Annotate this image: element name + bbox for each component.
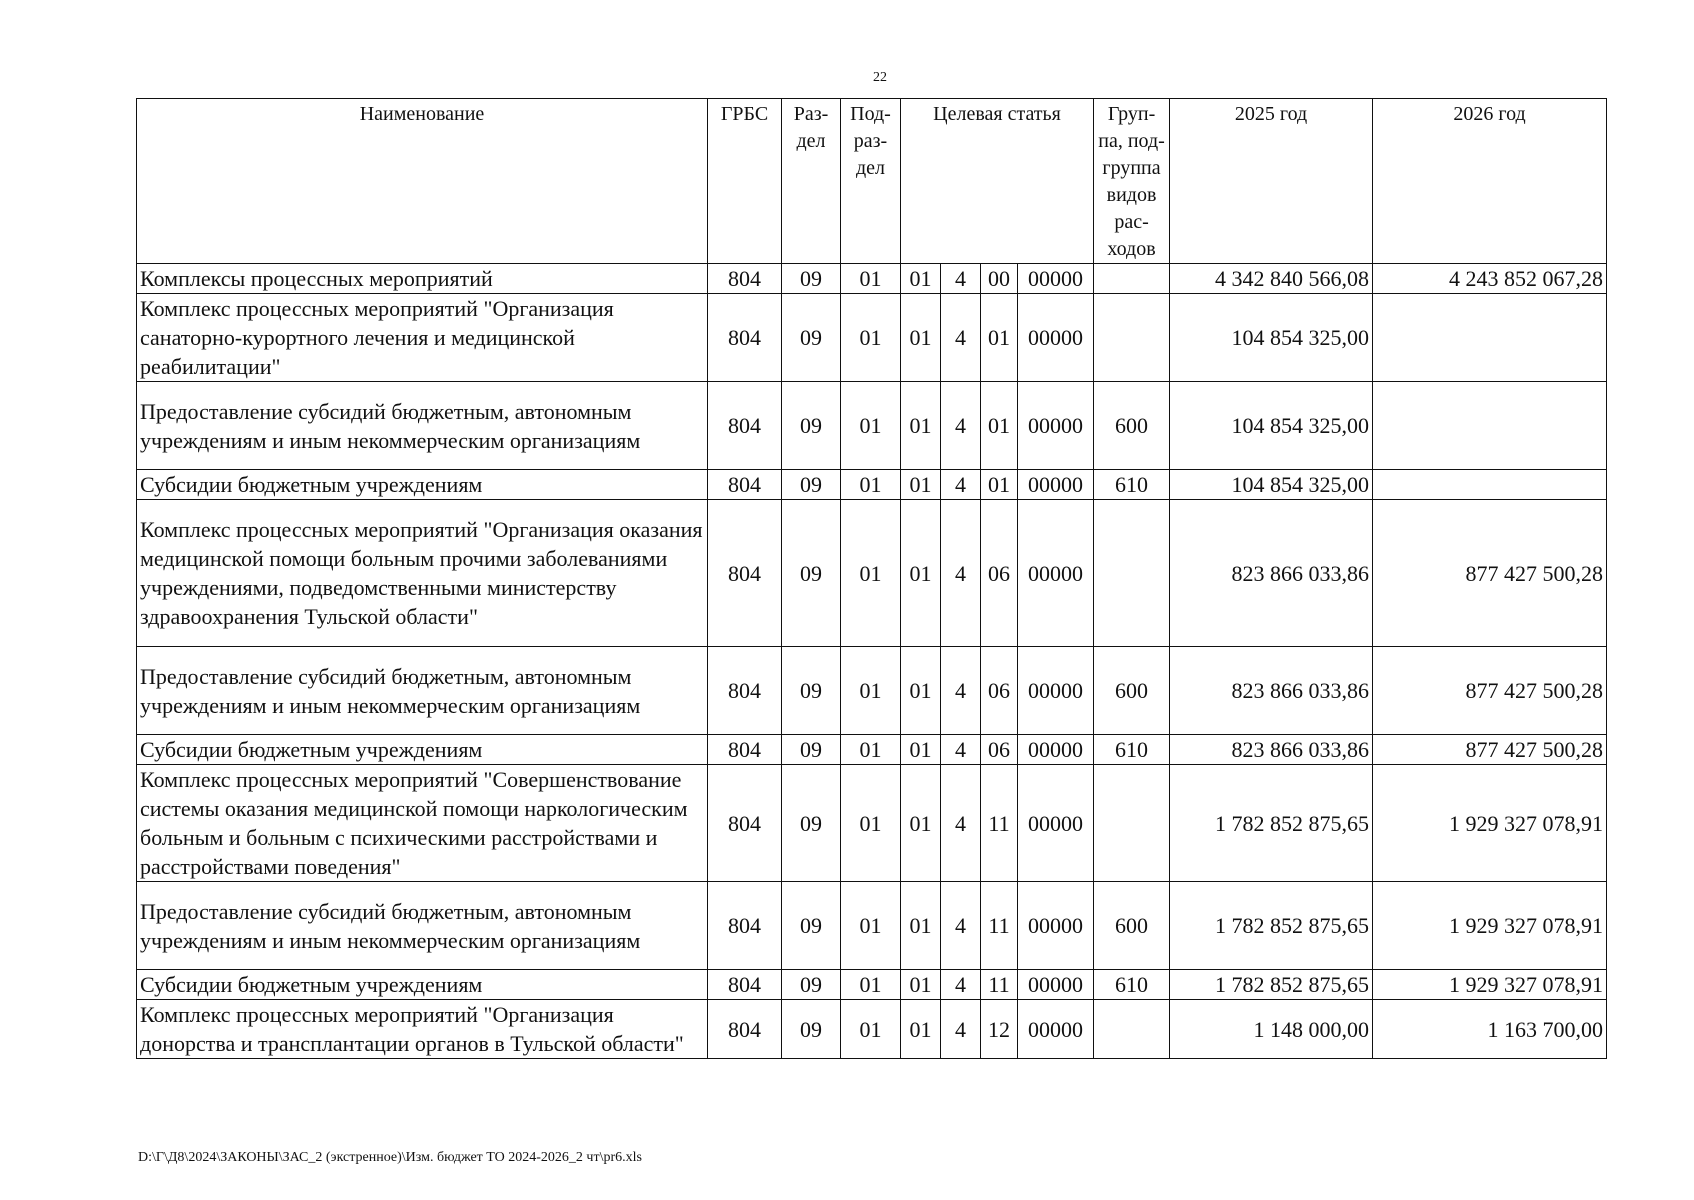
row-group: 610 <box>1094 470 1170 500</box>
row-name: Предоставление субсидий бюджетным, автономным учреждениям и иным некоммерческим организациям <box>137 647 708 735</box>
row-target-4: 00000 <box>1018 882 1094 970</box>
row-name: Предоставление субсидий бюджетным, автономным учреждениям и иным некоммерческим организациям <box>137 382 708 470</box>
header-name: Наименование <box>137 99 708 264</box>
row-target-3: 06 <box>981 735 1018 765</box>
row-name: Комплекс процессных мероприятий "Совершенствование системы оказания медицинской помощи наркологическим больным и больным с психическими расстройствами и расстройствами поведения" <box>137 765 708 882</box>
row-target-3: 06 <box>981 500 1018 647</box>
row-2025: 104 854 325,00 <box>1170 470 1373 500</box>
row-podrazdel: 01 <box>841 970 901 1000</box>
row-group: 600 <box>1094 882 1170 970</box>
row-target-2: 4 <box>941 382 981 470</box>
row-target-4: 00000 <box>1018 647 1094 735</box>
row-razdel: 09 <box>782 382 841 470</box>
header-2025: 2025 год <box>1170 99 1373 264</box>
row-target-2: 4 <box>941 264 981 294</box>
row-grbs: 804 <box>708 500 782 647</box>
row-target-1: 01 <box>901 1000 941 1059</box>
table-row <box>137 647 1607 735</box>
row-target-3: 00 <box>981 264 1018 294</box>
row-target-3: 12 <box>981 1000 1018 1059</box>
row-2025: 104 854 325,00 <box>1170 382 1373 470</box>
row-name: Субсидии бюджетным учреждениям <box>137 970 708 1000</box>
row-name: Предоставление субсидий бюджетным, автономным учреждениям и иным некоммерческим организациям <box>137 882 708 970</box>
row-2025: 104 854 325,00 <box>1170 294 1373 382</box>
row-target-3: 11 <box>981 765 1018 882</box>
row-grbs: 804 <box>708 1000 782 1059</box>
row-target-2: 4 <box>941 470 981 500</box>
row-name: Субсидии бюджетным учреждениям <box>137 470 708 500</box>
row-2026: 4 243 852 067,28 <box>1373 264 1607 294</box>
row-razdel: 09 <box>782 264 841 294</box>
row-target-2: 4 <box>941 500 981 647</box>
row-razdel: 09 <box>782 470 841 500</box>
row-group: 600 <box>1094 647 1170 735</box>
row-podrazdel: 01 <box>841 470 901 500</box>
row-target-4: 00000 <box>1018 1000 1094 1059</box>
row-grbs: 804 <box>708 382 782 470</box>
table-row <box>137 264 1607 294</box>
row-target-4: 00000 <box>1018 765 1094 882</box>
row-2026: 1 929 327 078,91 <box>1373 882 1607 970</box>
row-target-2: 4 <box>941 1000 981 1059</box>
row-target-3: 11 <box>981 882 1018 970</box>
row-target-1: 01 <box>901 882 941 970</box>
row-grbs: 804 <box>708 765 782 882</box>
row-target-2: 4 <box>941 882 981 970</box>
row-podrazdel: 01 <box>841 382 901 470</box>
row-2025: 1 782 852 875,65 <box>1170 970 1373 1000</box>
row-target-3: 06 <box>981 647 1018 735</box>
row-target-3: 01 <box>981 470 1018 500</box>
row-grbs: 804 <box>708 970 782 1000</box>
row-grbs: 804 <box>708 470 782 500</box>
row-2026 <box>1373 294 1607 382</box>
row-target-4: 00000 <box>1018 470 1094 500</box>
row-target-4: 00000 <box>1018 735 1094 765</box>
budget-table <box>136 98 1607 1059</box>
row-2026: 877 427 500,28 <box>1373 500 1607 647</box>
row-name: Комплексы процессных мероприятий <box>137 264 708 294</box>
row-grbs: 804 <box>708 264 782 294</box>
row-podrazdel: 01 <box>841 1000 901 1059</box>
row-target-3: 01 <box>981 294 1018 382</box>
row-grbs: 804 <box>708 647 782 735</box>
row-razdel: 09 <box>782 735 841 765</box>
row-group <box>1094 500 1170 647</box>
row-2026 <box>1373 470 1607 500</box>
table-row <box>137 500 1607 647</box>
file-path-footer: D:\Г\Д8\2024\ЗАКОНЫ\ЗАС_2 (экстренное)\Изм. бюджет ТО 2024-2026_2 чт\pr6.xls <box>138 1150 642 1165</box>
header-grbs: ГРБС <box>708 99 782 264</box>
row-2026: 1 929 327 078,91 <box>1373 765 1607 882</box>
header-target: Целевая статья <box>901 99 1094 264</box>
table-row <box>137 882 1607 970</box>
row-target-1: 01 <box>901 735 941 765</box>
row-razdel: 09 <box>782 970 841 1000</box>
table-row <box>137 1000 1607 1059</box>
table-row <box>137 765 1607 882</box>
row-target-3: 11 <box>981 970 1018 1000</box>
row-grbs: 804 <box>708 294 782 382</box>
row-target-1: 01 <box>901 264 941 294</box>
row-target-1: 01 <box>901 765 941 882</box>
row-razdel: 09 <box>782 500 841 647</box>
row-2026 <box>1373 382 1607 470</box>
row-group <box>1094 294 1170 382</box>
table-row <box>137 382 1607 470</box>
header-group: Груп-па, под-группа видов рас-ходов <box>1094 99 1170 264</box>
row-podrazdel: 01 <box>841 882 901 970</box>
row-name: Комплекс процессных мероприятий "Организация донорства и трансплантации органов в Тульской области" <box>137 1000 708 1059</box>
row-target-2: 4 <box>941 735 981 765</box>
row-podrazdel: 01 <box>841 500 901 647</box>
row-razdel: 09 <box>782 647 841 735</box>
row-podrazdel: 01 <box>841 735 901 765</box>
row-target-2: 4 <box>941 647 981 735</box>
row-target-4: 00000 <box>1018 970 1094 1000</box>
row-target-3: 01 <box>981 382 1018 470</box>
table-row <box>137 735 1607 765</box>
row-podrazdel: 01 <box>841 294 901 382</box>
row-2025: 4 342 840 566,08 <box>1170 264 1373 294</box>
row-2025: 1 782 852 875,65 <box>1170 765 1373 882</box>
row-2026: 877 427 500,28 <box>1373 647 1607 735</box>
header-razdel: Раз-дел <box>782 99 841 264</box>
row-grbs: 804 <box>708 882 782 970</box>
row-2026: 1 929 327 078,91 <box>1373 970 1607 1000</box>
row-2025: 1 782 852 875,65 <box>1170 882 1373 970</box>
row-group: 610 <box>1094 970 1170 1000</box>
row-razdel: 09 <box>782 882 841 970</box>
row-name: Субсидии бюджетным учреждениям <box>137 735 708 765</box>
page-number: 22 <box>873 70 887 85</box>
row-target-1: 01 <box>901 500 941 647</box>
row-target-1: 01 <box>901 294 941 382</box>
row-name: Комплекс процессных мероприятий "Организация санаторно-курортного лечения и медицинской реабилитации" <box>137 294 708 382</box>
row-2026: 877 427 500,28 <box>1373 735 1607 765</box>
row-target-4: 00000 <box>1018 500 1094 647</box>
header-2026: 2026 год <box>1373 99 1607 264</box>
row-podrazdel: 01 <box>841 765 901 882</box>
row-target-2: 4 <box>941 970 981 1000</box>
row-target-1: 01 <box>901 647 941 735</box>
row-2025: 1 148 000,00 <box>1170 1000 1373 1059</box>
row-razdel: 09 <box>782 294 841 382</box>
row-2025: 823 866 033,86 <box>1170 735 1373 765</box>
row-group <box>1094 765 1170 882</box>
row-group <box>1094 264 1170 294</box>
row-razdel: 09 <box>782 1000 841 1059</box>
table-header-row <box>137 99 1607 264</box>
row-target-4: 00000 <box>1018 294 1094 382</box>
row-name: Комплекс процессных мероприятий "Организация оказания медицинской помощи больным прочими заболеваниями учреждениями, подведомственными министерству здравоохранения Тульской области" <box>137 500 708 647</box>
row-group: 600 <box>1094 382 1170 470</box>
row-target-4: 00000 <box>1018 264 1094 294</box>
row-group <box>1094 1000 1170 1059</box>
row-podrazdel: 01 <box>841 264 901 294</box>
table-row <box>137 970 1607 1000</box>
row-target-1: 01 <box>901 382 941 470</box>
row-podrazdel: 01 <box>841 647 901 735</box>
table-row <box>137 470 1607 500</box>
row-target-1: 01 <box>901 970 941 1000</box>
row-2025: 823 866 033,86 <box>1170 647 1373 735</box>
row-group: 610 <box>1094 735 1170 765</box>
row-razdel: 09 <box>782 765 841 882</box>
row-grbs: 804 <box>708 735 782 765</box>
row-target-2: 4 <box>941 765 981 882</box>
table-row <box>137 294 1607 382</box>
row-target-2: 4 <box>941 294 981 382</box>
row-target-4: 00000 <box>1018 382 1094 470</box>
header-podrazdel: Под-раз-дел <box>841 99 901 264</box>
row-2026: 1 163 700,00 <box>1373 1000 1607 1059</box>
row-2025: 823 866 033,86 <box>1170 500 1373 647</box>
row-target-1: 01 <box>901 470 941 500</box>
